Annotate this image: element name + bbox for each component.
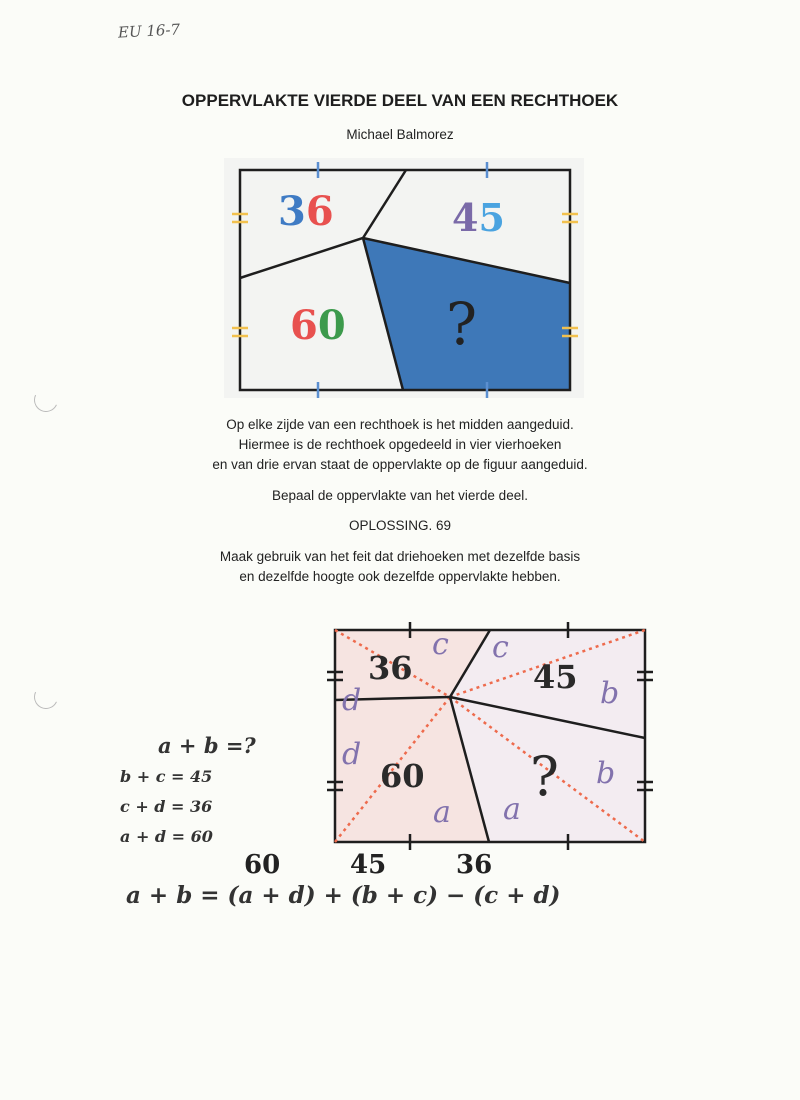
handwritten-code: EU 16-7 (117, 20, 181, 42)
letter-a-left: a (433, 795, 451, 830)
letter-b-bottom: b (596, 756, 616, 791)
fig2-area-60: 60 (380, 757, 425, 795)
author: Michael Balmorez (346, 127, 454, 142)
letter-d-bottom: d (342, 737, 362, 772)
solution-label: OPLOSSING. 69 (348, 518, 452, 533)
description-line-2: Hiermee is de rechthoek opgedeeld in vier vierhoeken (238, 437, 562, 452)
area-label-36: 36 (278, 188, 334, 235)
equation-a-d: a + d = 60 (120, 827, 213, 846)
fig2-area-36: 36 (368, 649, 413, 687)
area-label-45: 45 (452, 195, 505, 240)
hint-line-2: en dezelfde hoogte ook dezelfde oppervlakte hebben. (239, 569, 561, 584)
letter-c-right: c (492, 630, 509, 665)
area-label-60: 60 (290, 302, 346, 349)
question: Bepaal de oppervlakte van het vierde deel. (272, 488, 528, 503)
equation-b-c: b + c = 45 (120, 767, 213, 786)
equation-main: a + b =? (158, 733, 256, 758)
equation-final: a + b = (a + d) + (b + c) − (c + d) (126, 882, 561, 909)
hint-line-1: Maak gebruik van het feit dat driehoeken met dezelfde basis (219, 549, 581, 564)
fig2-area-45: 45 (533, 658, 578, 696)
equation-c-d: c + d = 36 (120, 797, 213, 816)
area-label-unknown: ? (446, 290, 478, 358)
description-line-1: Op elke zijde van een rechthoek is het midden aangeduid. (226, 417, 574, 432)
description-line-3: en van drie ervan staat de oppervlakte op de figuur aangeduid. (212, 457, 588, 472)
value-36: 36 (456, 850, 493, 880)
letter-d-top: d (342, 683, 362, 718)
letter-b-top: b (600, 676, 620, 711)
value-60: 60 (244, 850, 281, 880)
value-45: 45 (350, 850, 387, 880)
fig2-area-unknown: ? (530, 745, 559, 808)
letter-c-left: c (432, 627, 449, 662)
page-title: OPPERVLAKTE VIERDE DEEL VAN EEN RECHTHOEK (181, 91, 619, 110)
letter-a-right: a (503, 792, 521, 827)
